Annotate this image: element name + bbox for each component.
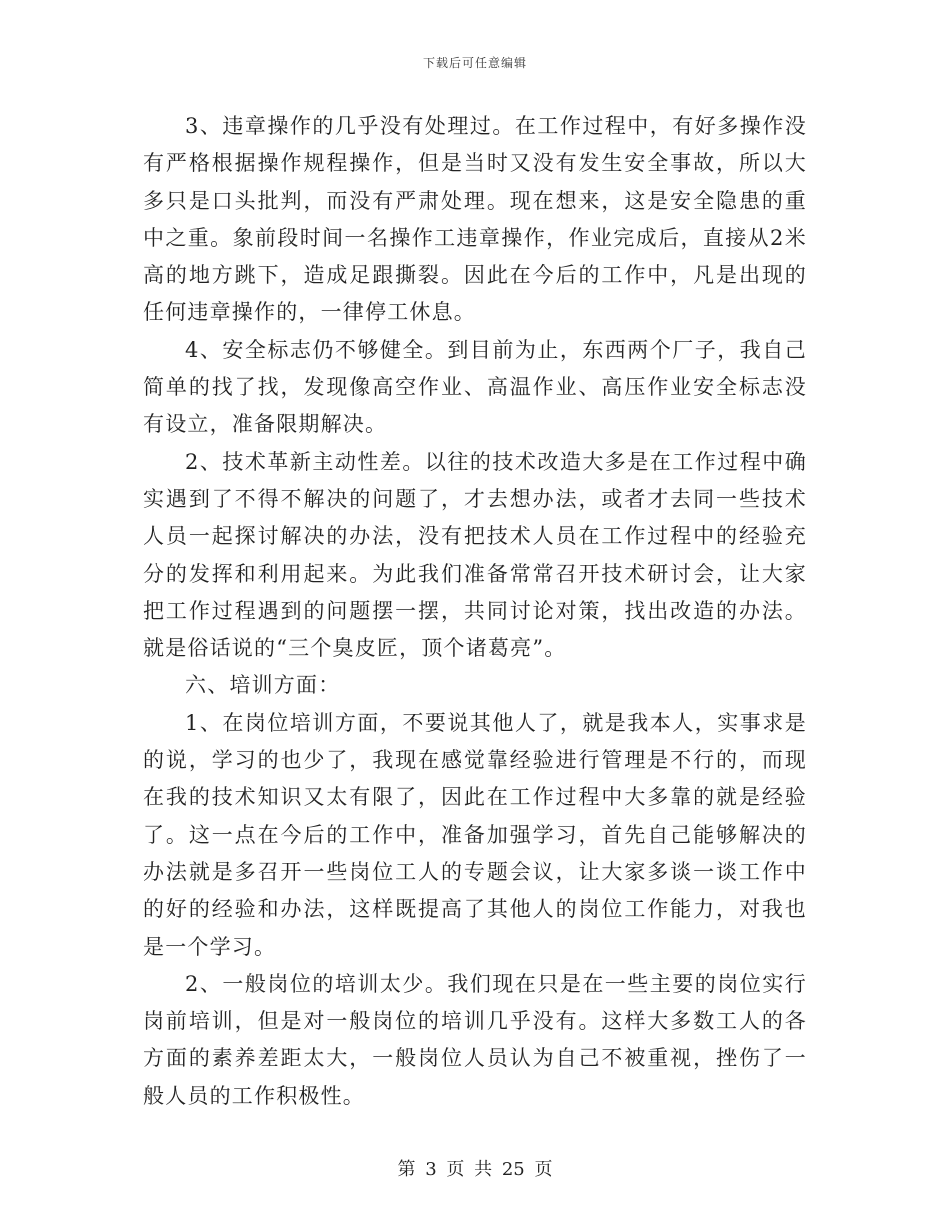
page-header-note: 下载后可任意编辑: [422, 56, 527, 70]
paragraph-general-training: 2、一般岗位的培训太少。我们现在只是在一些主要的岗位实行岗前培训，但是对一般岗位的培训几乎没有。这样大多数工人的各方面的素养差距太大，一般岗位人员认为自己不被重视，挫伤了一般人员的工作积极性。: [143, 971, 807, 1108]
paragraph-technical-innovation: 2、技术革新主动性差。以往的技术改造大多是在工作过程中确实遇到了不得不解决的问题了，才去想办法，或者才去同一些技术人员一起探讨解决的办法，没有把技术人员在工作过程中的经验充分的发挥和利用起来。为此我们准备常常召开技术研讨会，让大家把工作过程遇到的问题摆一摆，共同讨论对策，找出改造的办法。就是俗话说的“三个臭皮匠，顶个诸葛亮”。: [143, 449, 807, 661]
paragraph-post-training: 1、在岗位培训方面，不要说其他人了，就是我本人，实事求是的说，学习的也少了，我现在感觉靠经验进行管理是不行的，而现在我的技术知识又太有限了，因此在工作过程中大多靠的就是经验了。这一点在今后的工作中，准备加强学习，首先自己能够解决的办法就是多召开一些岗位工人的专题会议，让大家多谈一谈工作中的好的经验和办法，这样既提高了其他人的岗位工作能力，对我也是一个学习。: [143, 710, 807, 959]
page-number: 第 3 页 共 25 页: [397, 1159, 553, 1180]
paragraph-safety-signs: 4、安全标志仍不够健全。到目前为止，东西两个厂子，我自己简单的找了找，发现像高空作业、高温作业、高压作业安全标志没有设立，准备限期解决。: [143, 337, 807, 437]
section-heading-training: 六、培训方面：: [185, 673, 341, 698]
document-body: [143, 108, 807, 1115]
paragraph-violation-handling: 3、违章操作的几乎没有处理过。在工作过程中，有好多操作没有严格根据操作规程操作，但是当时又没有发生安全事故，所以大多只是口头批判，而没有严肃处理。现在想来，这是安全隐患的重中之重。象前段时间一名操作工违章操作，作业完成后，直接从2米高的地方跳下，造成足跟撕裂。因此在今后的工作中，凡是出现的任何违章操作的，一律停工休息。: [143, 114, 807, 325]
